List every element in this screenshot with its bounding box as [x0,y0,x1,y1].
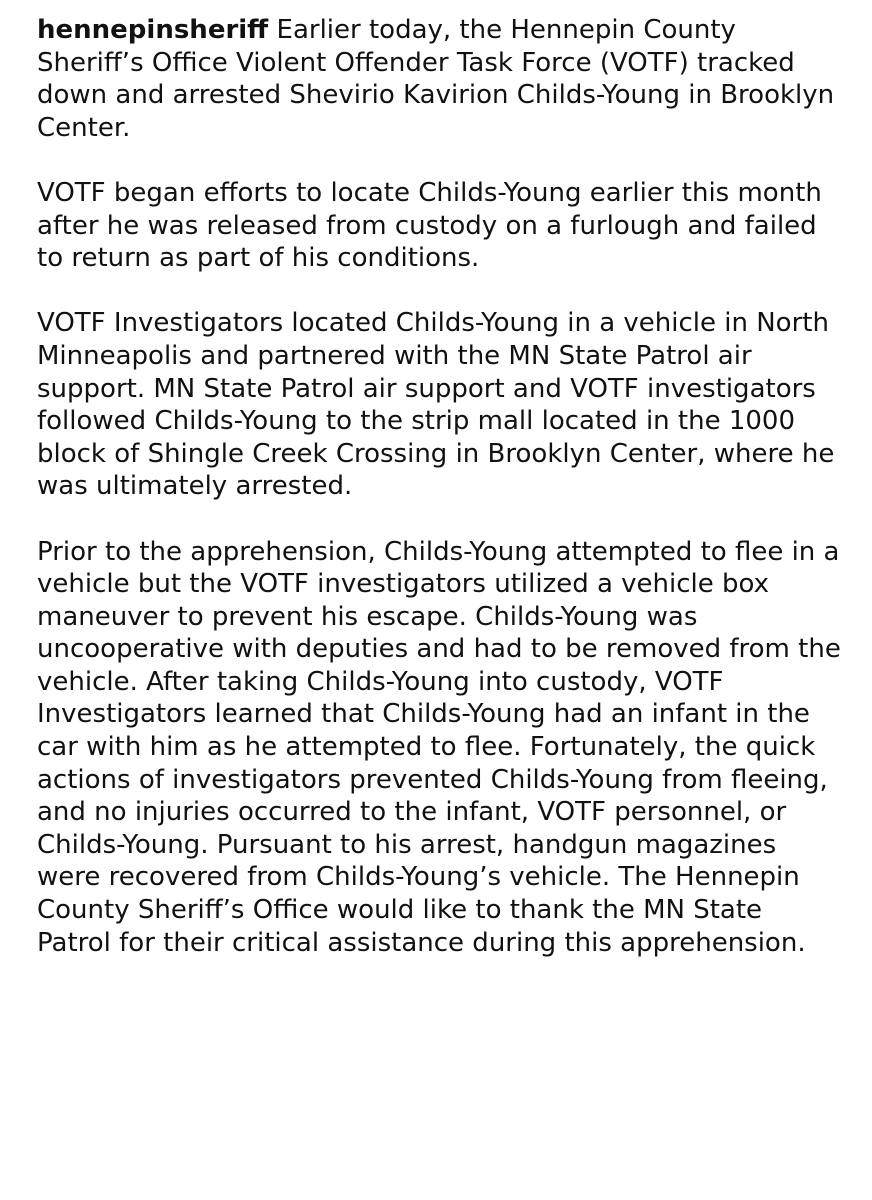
username-link[interactable]: hennepinsheriff [37,15,269,45]
caption-paragraph-2: VOTF began efforts to locate Childs-Young earlier this month after he was released from custody on a furlough and failed to return as part of his conditions. [37,177,822,274]
caption-paragraph-4: Prior to the apprehension, Childs-Young attempted to flee in a vehicle but the VOTF investigators utilized a vehicle box maneuver to prevent his escape. Childs-Young was uncooperative with deputies and had to be removed from the vehicle. After taking Childs-Young into custody, VOTF Investigators learned that Childs-Young had an infant in the car with him as he attempted to flee. Fortunately, the quick actions of investigators prevented Childs-Young from fleeing, and no injuries occurred to the infant, VOTF personnel, or Childs-Young. Pursuant to his arrest, handgun magazines were recovered from Childs-Young’s vehicle. The Hennepin County Sheriff’s Office would like to thank the MN State Patrol for their critical assistance during this apprehension. [37,536,841,958]
caption-text-1: Earlier today, the Hennepin County Sheriff’s Office Violent Offender Task Force (VOTF) tracked down and arrested Shevirio Kavirion Childs-Young in Brooklyn Center. [37,15,835,143]
caption-paragraph-1 [37,14,844,144]
caption-paragraph-3: VOTF Investigators located Childs-Young in a vehicle in North Minneapolis and partnered with the MN State Patrol air support. MN State Patrol air support and VOTF investigators followed Childs-Young to the strip mall located in the 1000 block of Shingle Creek Crossing in Brooklyn Center, where he was ultimately arrested. [37,308,835,502]
